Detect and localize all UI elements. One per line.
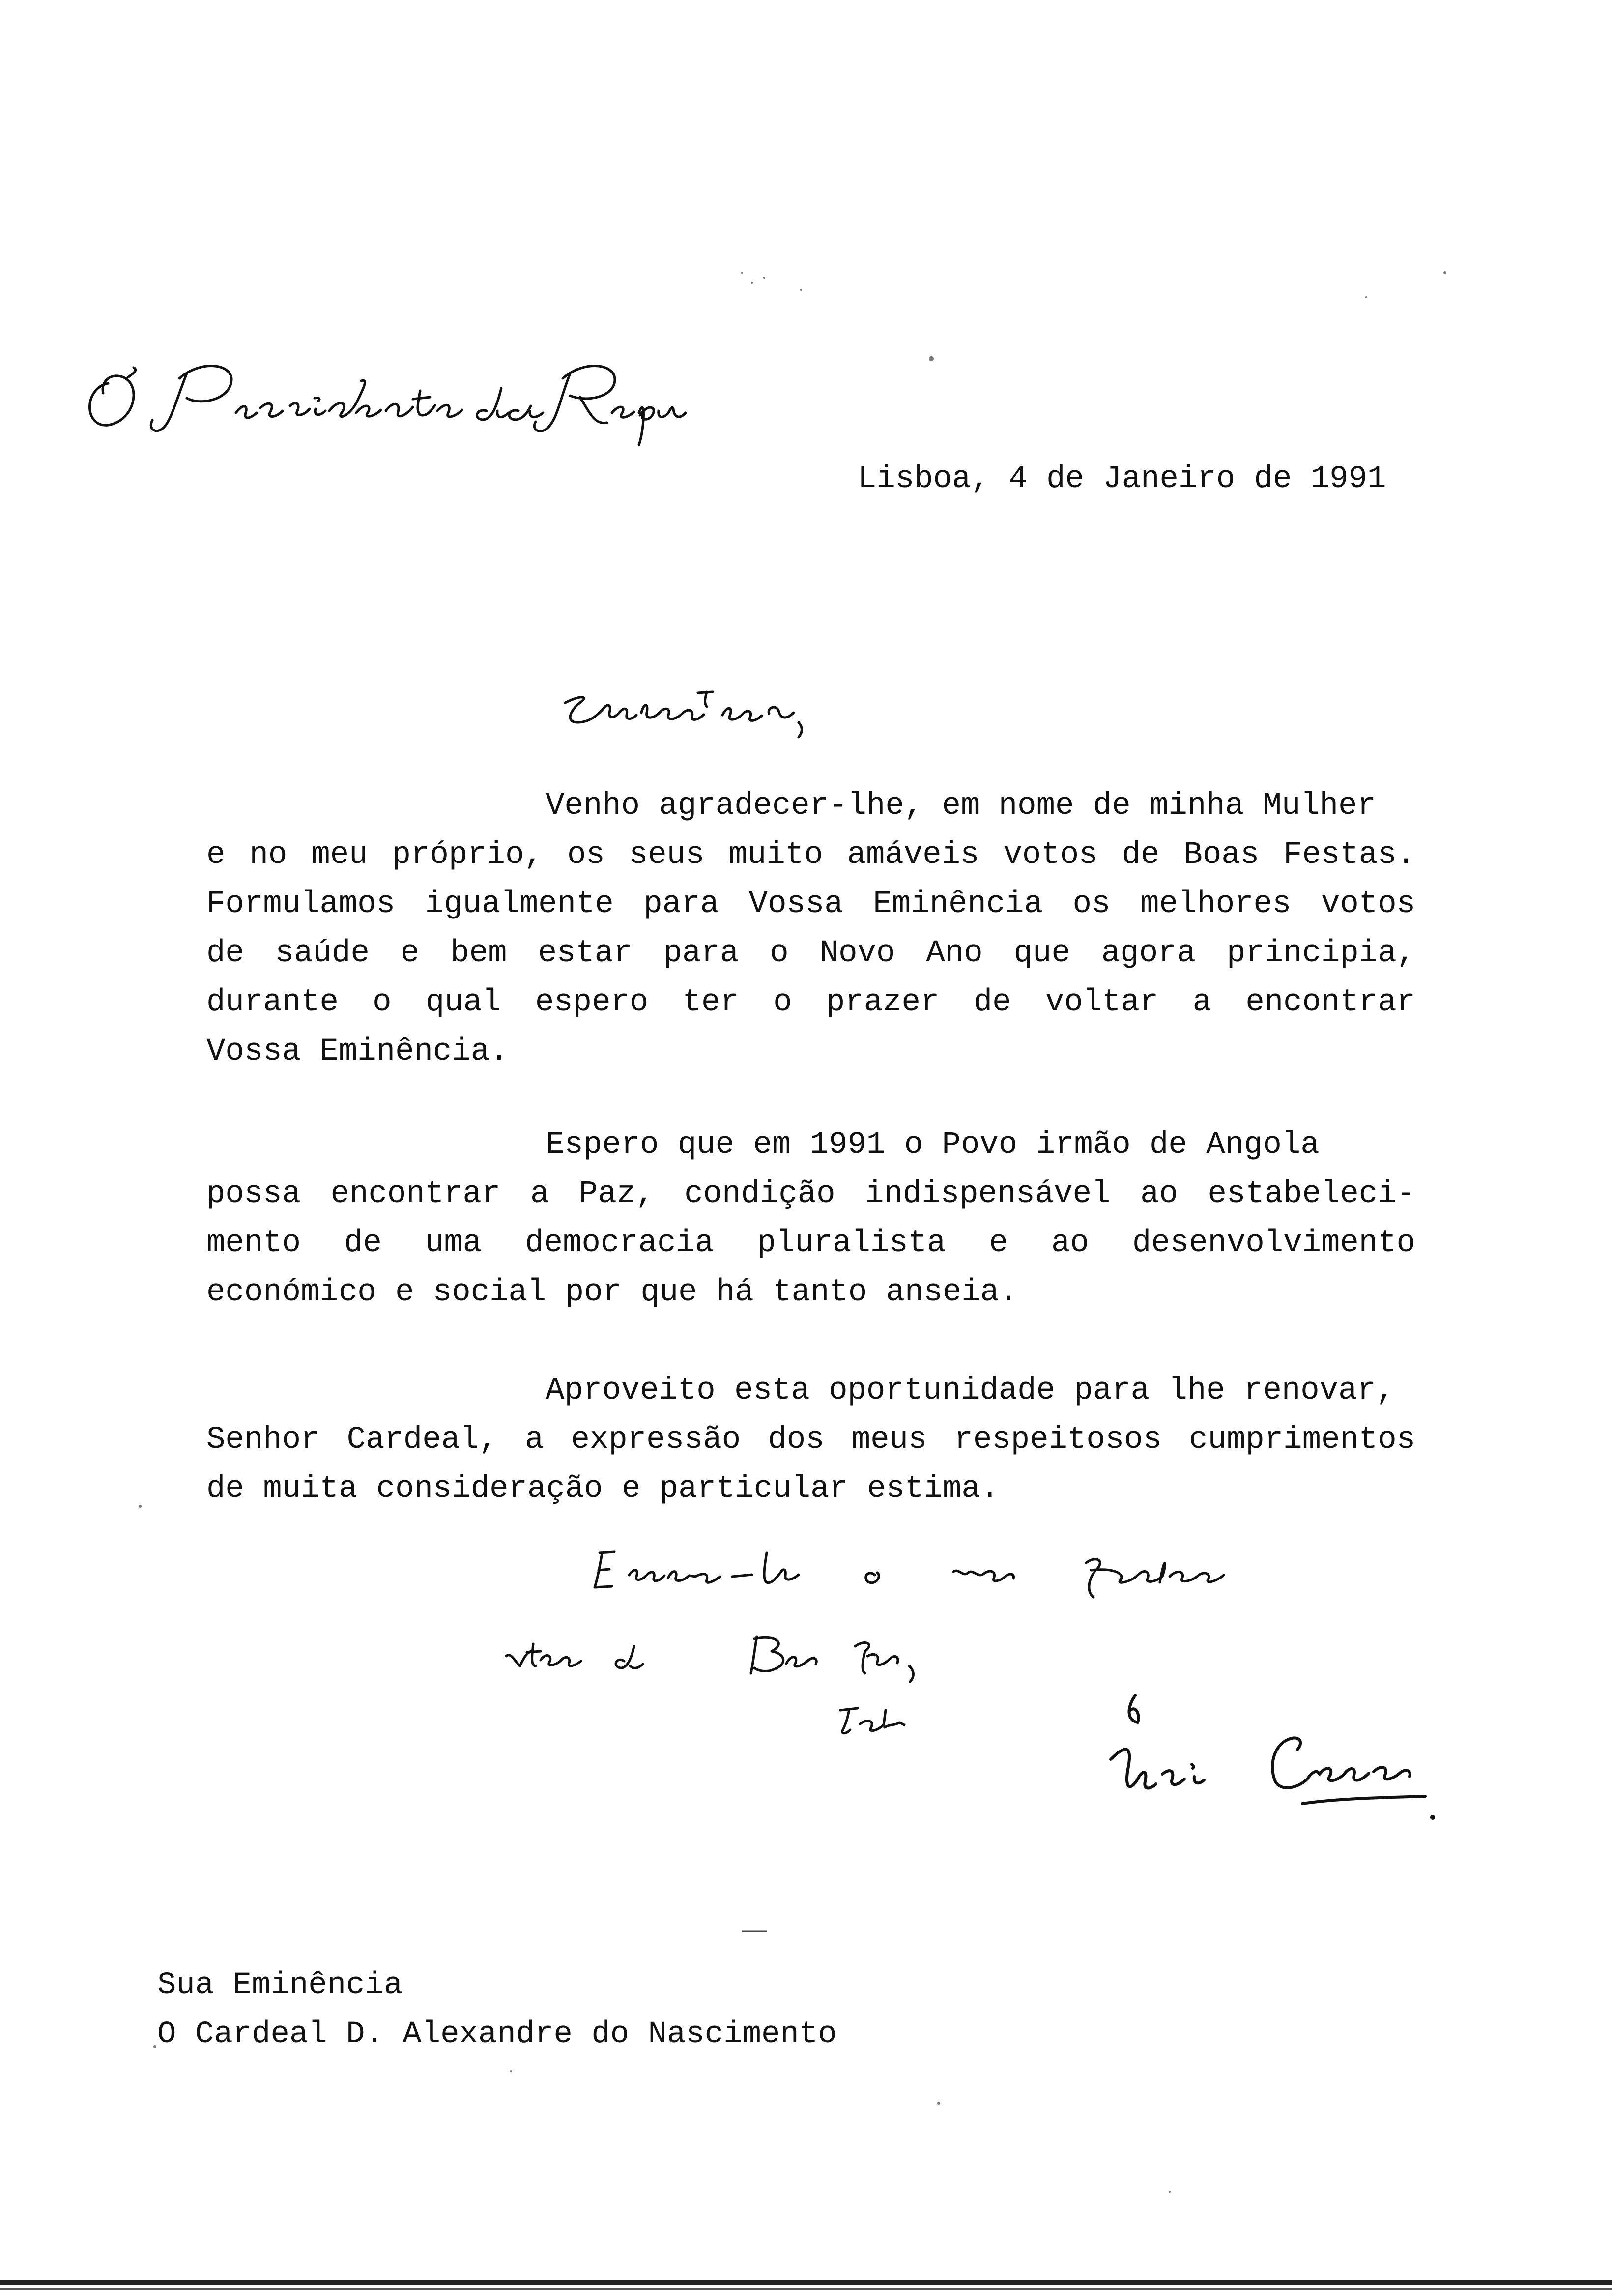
paragraph-line: possa encontrar a Paz, condição indispensável ao estabeleci- — [206, 1177, 1415, 1212]
addressee-line-2: O Cardeal D. Alexandre do Nascimento — [157, 2017, 837, 2052]
bottom-edge-rule — [0, 2280, 1612, 2285]
paragraph-line: Aproveito esta oportunidade para lhe renovar, — [546, 1373, 1395, 1408]
paragraph-line: Vossa Eminência. — [206, 1034, 509, 1069]
paragraph-line: mento de uma democracia pluralista e ao desenvolvimento — [206, 1226, 1415, 1261]
bottom-edge-rule-shadow — [0, 2288, 1612, 2290]
paragraph-line: de saúde e bem estar para o Novo Ano que agora principia, — [206, 936, 1415, 971]
paragraph-line: económico e social por que há tanto anseia. — [206, 1275, 1018, 1310]
paragraph-line: Espero que em 1991 o Povo irmão de Angola — [546, 1127, 1320, 1163]
paragraph-line: Formulamos igualmente para Vossa Eminência os melhores votos — [206, 887, 1415, 922]
paragraph-line: Senhor Cardeal, a expressão dos meus respeitosos cumprimentos — [206, 1422, 1415, 1458]
paragraph-line: durante o qual espero ter o prazer de voltar a encontrar — [206, 985, 1415, 1020]
paragraph-line: Venho agradecer-lhe, em nome de minha Mulher — [546, 788, 1376, 824]
addressee-line-1: Sua Eminência — [157, 1968, 403, 2003]
letter-date: Lisboa, 4 de Janeiro de 1991 — [858, 461, 1386, 497]
paragraph-line: de muita consideração e particular estima. — [206, 1471, 1000, 1507]
paragraph-line: e no meu próprio, os seus muito amáveis votos de Boas Festas. — [206, 837, 1415, 873]
